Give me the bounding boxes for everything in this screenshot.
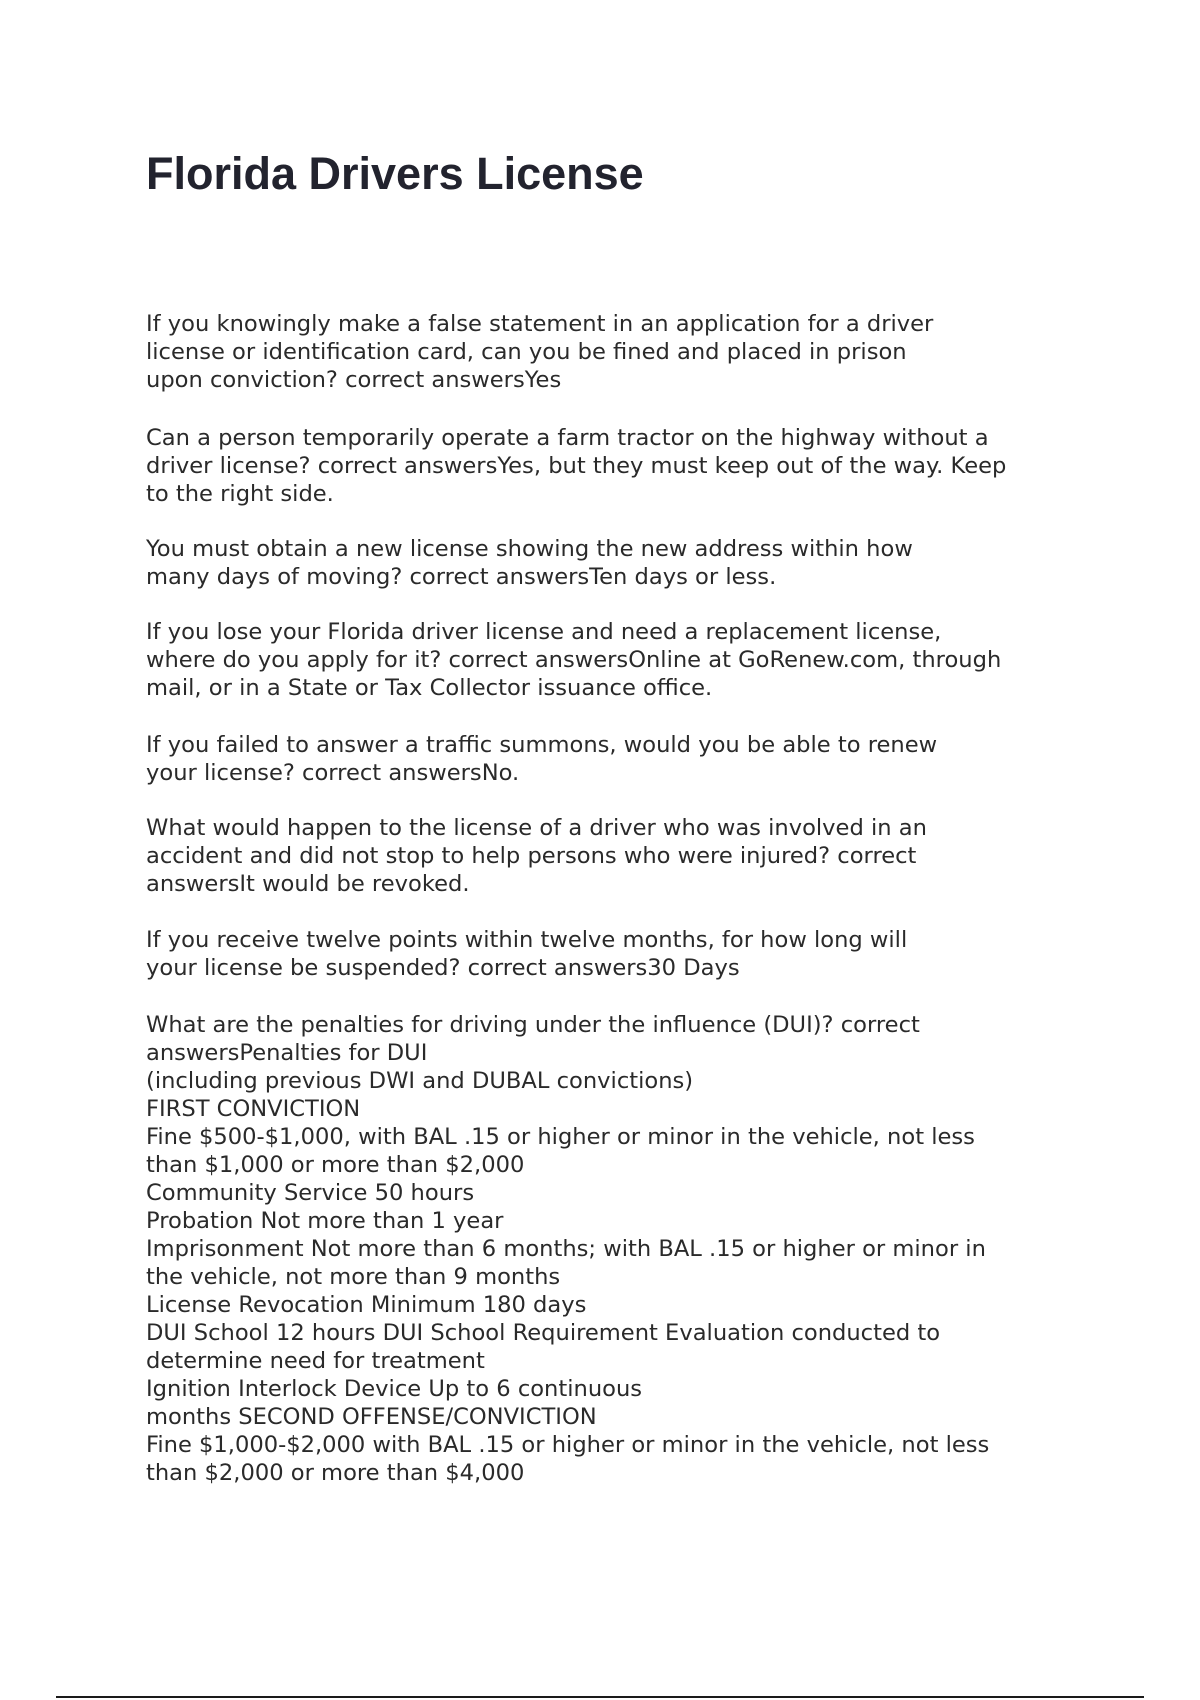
text-line: Fine $500-$1,000, with BAL .15 or higher or minor in the vehicle, not less <box>146 1124 975 1150</box>
text-line: You must obtain a new license showing the new address within how <box>146 536 913 562</box>
text-line: mail, or in a State or Tax Collector issuance office. <box>146 675 713 701</box>
qa-entry-new-address <box>146 535 913 591</box>
text-line: If you failed to answer a traffic summons, would you be able to renew <box>146 732 938 758</box>
text-line: Fine $1,000-$2,000 with BAL .15 or higher or minor in the vehicle, not less <box>146 1432 990 1458</box>
text-line: What are the penalties for driving under the influence (DUI)? correct <box>146 1012 920 1038</box>
text-line: Community Service 50 hours <box>146 1180 475 1206</box>
text-line: (including previous DWI and DUBAL convictions) <box>146 1068 694 1094</box>
page-bottom-divider <box>56 1696 1144 1698</box>
text-line: Ignition Interlock Device Up to 6 continuous <box>146 1376 643 1402</box>
text-line: Probation Not more than 1 year <box>146 1208 504 1234</box>
text-line: your license be suspended? correct answers30 Days <box>146 955 740 981</box>
text-line: If you knowingly make a false statement in an application for a driver <box>146 311 934 337</box>
text-line: license or identification card, can you be fined and placed in prison <box>146 339 907 365</box>
text-line: where do you apply for it? correct answersOnline at GoRenew.com, through <box>146 647 1002 673</box>
text-line: than $2,000 or more than $4,000 <box>146 1460 525 1486</box>
text-line: answersPenalties for DUI <box>146 1040 428 1066</box>
qa-entry-replacement-license <box>146 618 1001 702</box>
text-line: License Revocation Minimum 180 days <box>146 1292 587 1318</box>
text-line: Can a person temporarily operate a farm tractor on the highway without a <box>146 425 989 451</box>
text-line: driver license? correct answersYes, but they must keep out of the way. Keep <box>146 453 1007 479</box>
text-line: determine need for treatment <box>146 1348 485 1374</box>
text-line: than $1,000 or more than $2,000 <box>146 1152 525 1178</box>
text-line: upon conviction? correct answersYes <box>146 367 562 393</box>
text-line: FIRST CONVICTION <box>146 1096 361 1122</box>
text-line: Imprisonment Not more than 6 months; with BAL .15 or higher or minor in <box>146 1236 986 1262</box>
text-line: answersIt would be revoked. <box>146 871 470 897</box>
text-line: If you lose your Florida driver license and need a replacement license, <box>146 619 942 645</box>
qa-entry-traffic-summons <box>146 731 937 787</box>
text-line: months SECOND OFFENSE/CONVICTION <box>146 1404 597 1430</box>
text-line: If you receive twelve points within twelve months, for how long will <box>146 927 908 953</box>
text-line: DUI School 12 hours DUI School Requirement Evaluation conducted to <box>146 1320 941 1346</box>
text-line: many days of moving? correct answersTen days or less. <box>146 564 777 590</box>
text-line: your license? correct answersNo. <box>146 760 520 786</box>
document-title: Florida Drivers License <box>146 148 644 199</box>
text-line: the vehicle, not more than 9 months <box>146 1264 561 1290</box>
qa-entry-farm-tractor <box>146 424 1006 508</box>
qa-entry-false-statement <box>146 310 933 394</box>
qa-entry-dui-penalties <box>146 1011 989 1487</box>
text-line: What would happen to the license of a driver who was involved in an <box>146 815 927 841</box>
text-line: to the right side. <box>146 481 334 507</box>
qa-entry-accident <box>146 814 927 898</box>
text-line: accident and did not stop to help persons who were injured? correct <box>146 843 917 869</box>
qa-entry-twelve-points <box>146 926 907 982</box>
